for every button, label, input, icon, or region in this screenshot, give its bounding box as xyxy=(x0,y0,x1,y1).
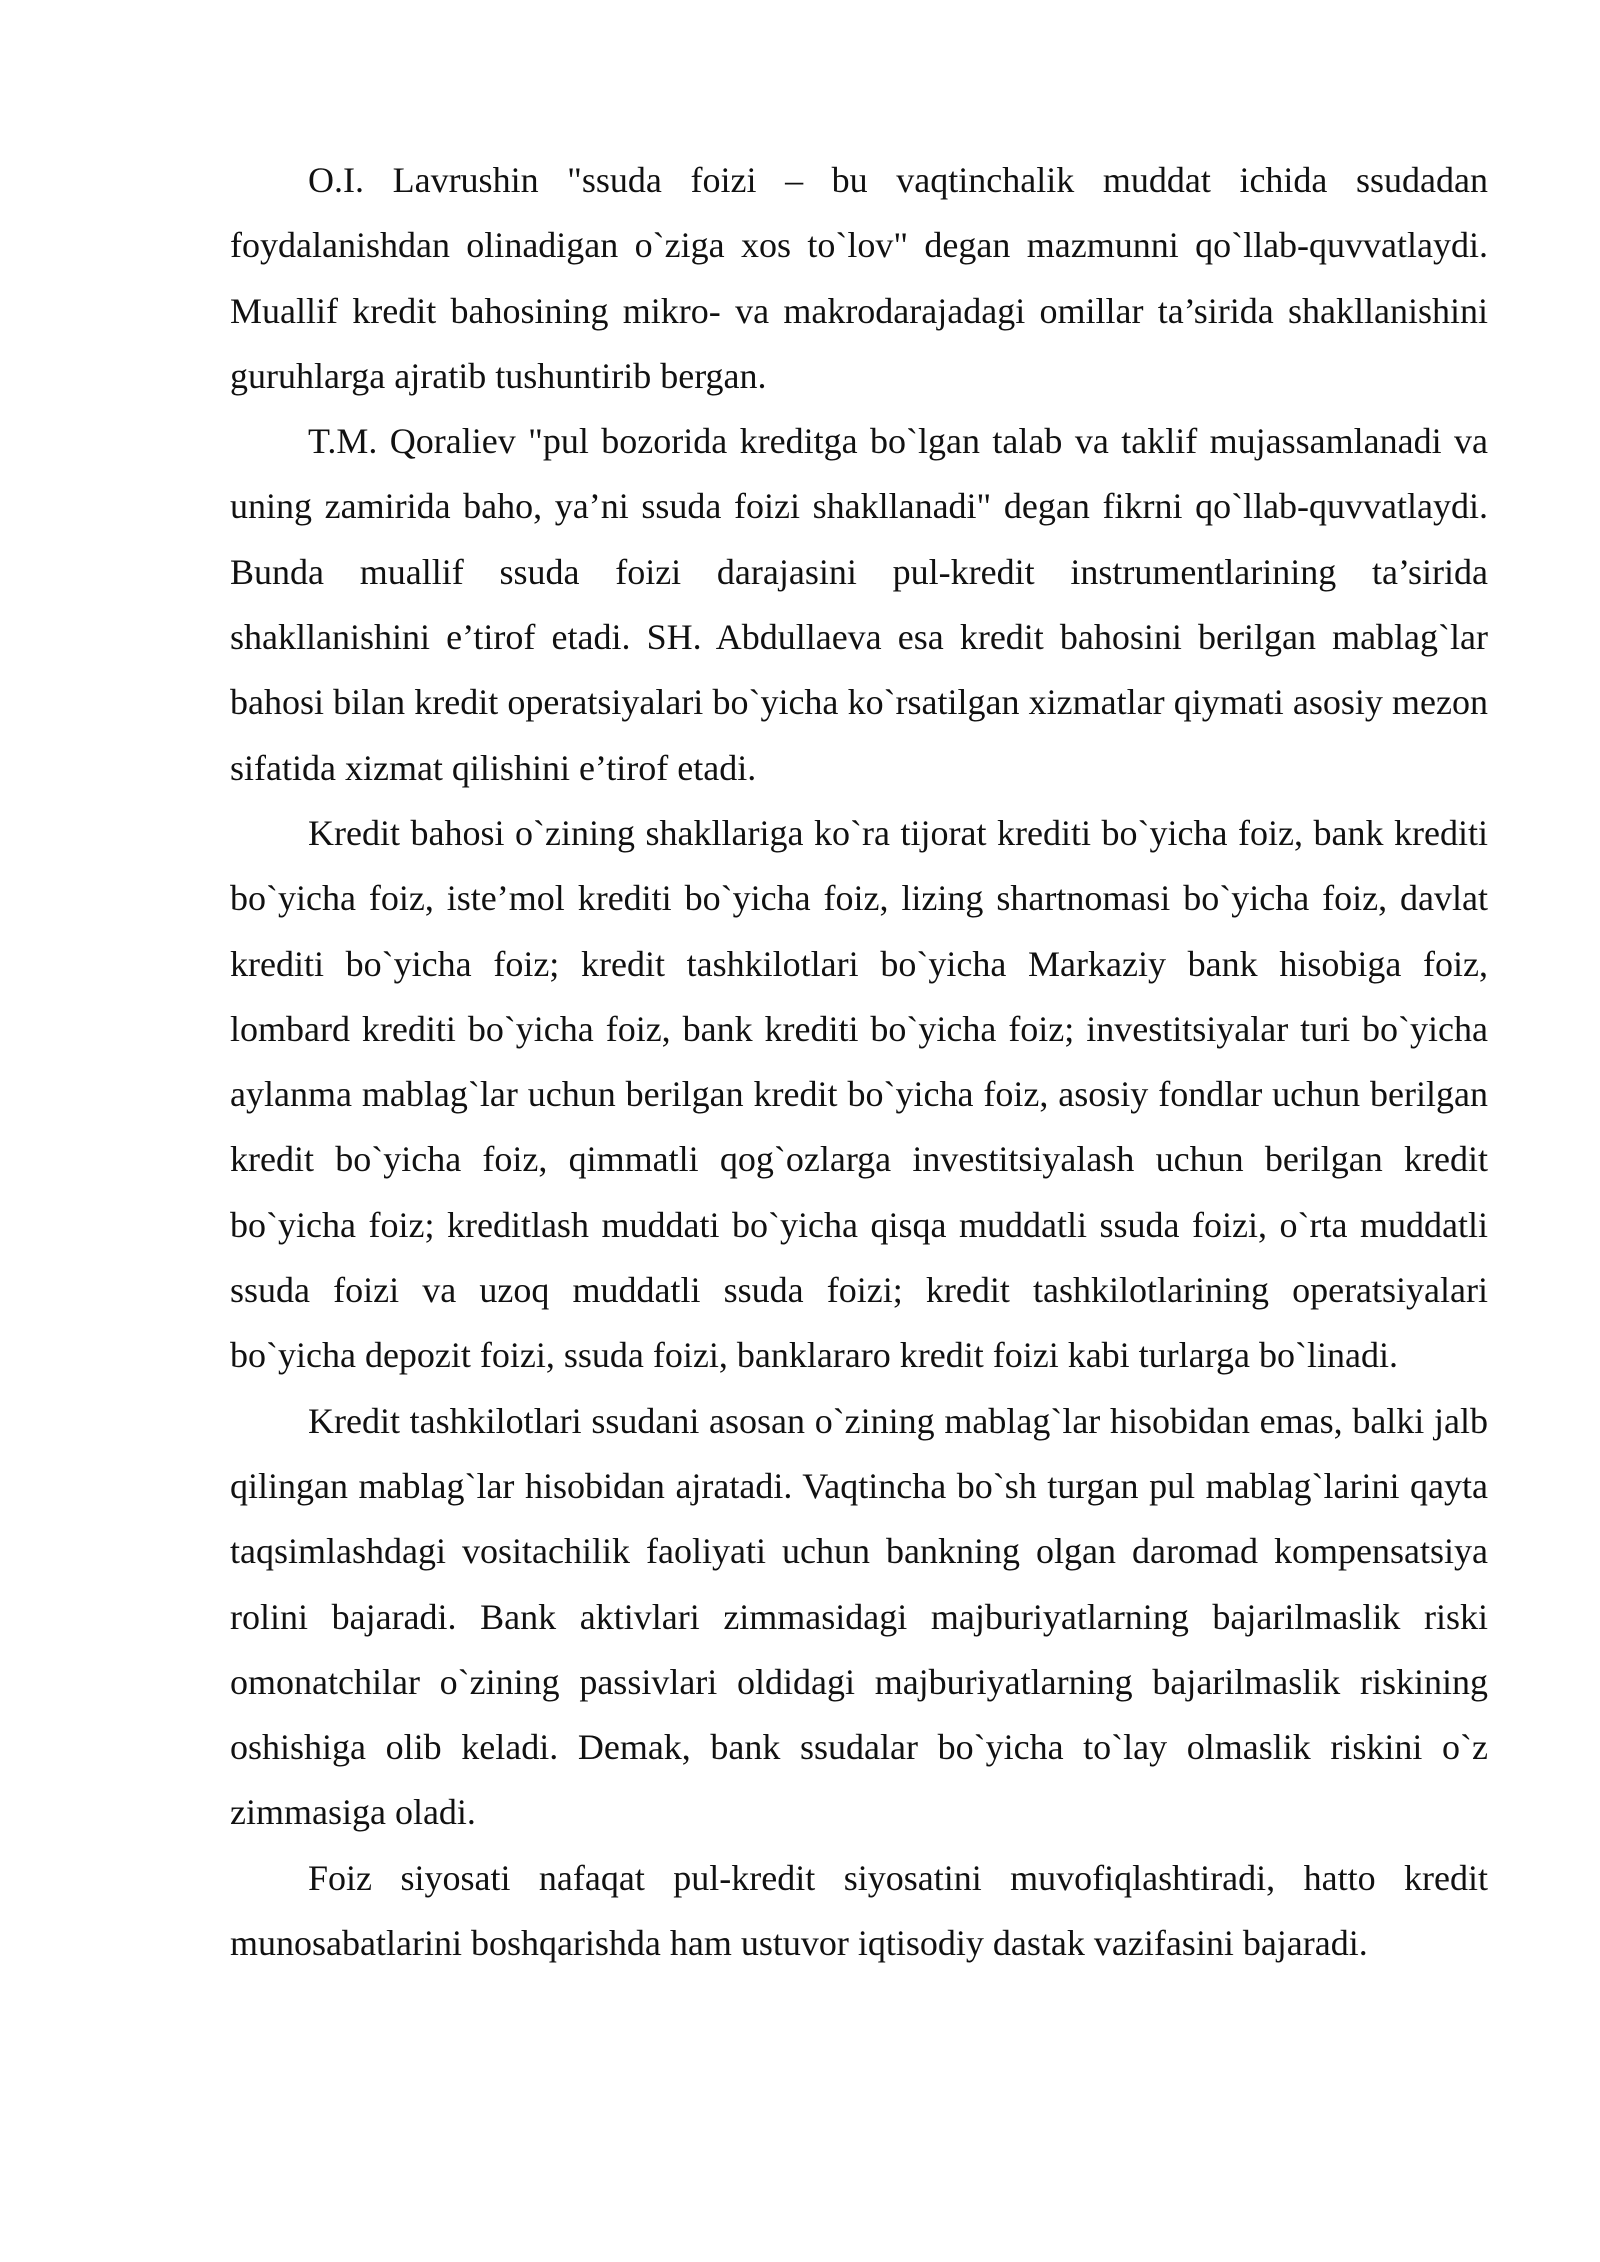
document-page xyxy=(230,148,1488,1976)
paragraph-qoraliev: T.M. Qoraliev "pul bozorida kreditga bo`lgan talab va taklif mujassamlanadi va uning zamirida baho, ya’ni ssuda foizi shakllanadi" degan fikrni qo`llab-quvvatlaydi. Bunda muallif ssuda foizi darajasini pul-kredit instrumentlarining ta’sirida shakllanishini e’tirof etadi. SH. Abdullaeva esa kredit bahosini berilgan mablag`lar bahosi bilan kredit operatsiyalari bo`yicha ko`rsatilgan xizmatlar qiymati asosiy mezon sifatida xizmat qilishini e’tirof etadi. xyxy=(230,421,1488,788)
paragraph-lavrushin: O.I. Lavrushin "ssuda foizi – bu vaqtinchalik muddat ichida ssudadan foydalanishdan olinadigan o`ziga xos to`lov" degan mazmunni qo`llab-quvvatlaydi. Muallif kredit bahosining mikro- va makrodarajadagi omillar ta’sirida shakllanishini guruhlarga ajratib tushuntirib bergan. xyxy=(230,160,1488,396)
paragraph-kredit-tashkilotlari: Kredit tashkilotlari ssudani asosan o`zining mablag`lar hisobidan emas, balki jalb qilingan mablag`lar hisobidan ajratadi. Vaqtincha bo`sh turgan pul mablag`larini qayta taqsimlashdagi vositachilik faoliyati uchun bankning olgan daromad kompensatsiya rolini bajaradi. Bank aktivlari zimmasidagi majburiyatlarning bajarilmaslik riski omonatchilar o`zining passivlari oldidagi majburiyatlarning bajarilmaslik riskining oshishiga olib keladi. Demak, bank ssudalar bo`yicha to`lay olmaslik riskini o`z zimmasiga oladi. xyxy=(230,1400,1488,1833)
paragraph-foiz-siyosati: Foiz siyosati nafaqat pul-kredit siyosatini muvofiqlashtiradi, hatto kredit munosabatlarini boshqarishda ham ustuvor iqtisodiy dastak vazifasini bajaradi. xyxy=(230,1857,1488,1964)
paragraph-kredit-bahosi: Kredit bahosi o`zining shakllariga ko`ra tijorat krediti bo`yicha foiz, bank krediti bo`yicha foiz, iste’mol krediti bo`yicha foiz, lizing shartnomasi bo`yicha foiz, davlat krediti bo`yicha foiz; kredit tashkilotlari bo`yicha Markaziy bank hisobiga foiz, lombard krediti bo`yicha foiz, bank krediti bo`yicha foiz; investitsiyalar turi bo`yicha aylanma mablag`lar uchun berilgan kredit bo`yicha foiz, asosiy fondlar uchun berilgan kredit bo`yicha foiz, qimmatli qog`ozlarga investitsiyalash uchun berilgan kredit bo`yicha foiz; kreditlash muddati bo`yicha qisqa muddatli ssuda foizi, o`rta muddatli ssuda foizi va uzoq muddatli ssuda foizi; kredit tashkilotlarining operatsiyalari bo`yicha depozit foizi, ssuda foizi, banklararo kredit foizi kabi turlarga bo`linadi. xyxy=(230,812,1488,1376)
